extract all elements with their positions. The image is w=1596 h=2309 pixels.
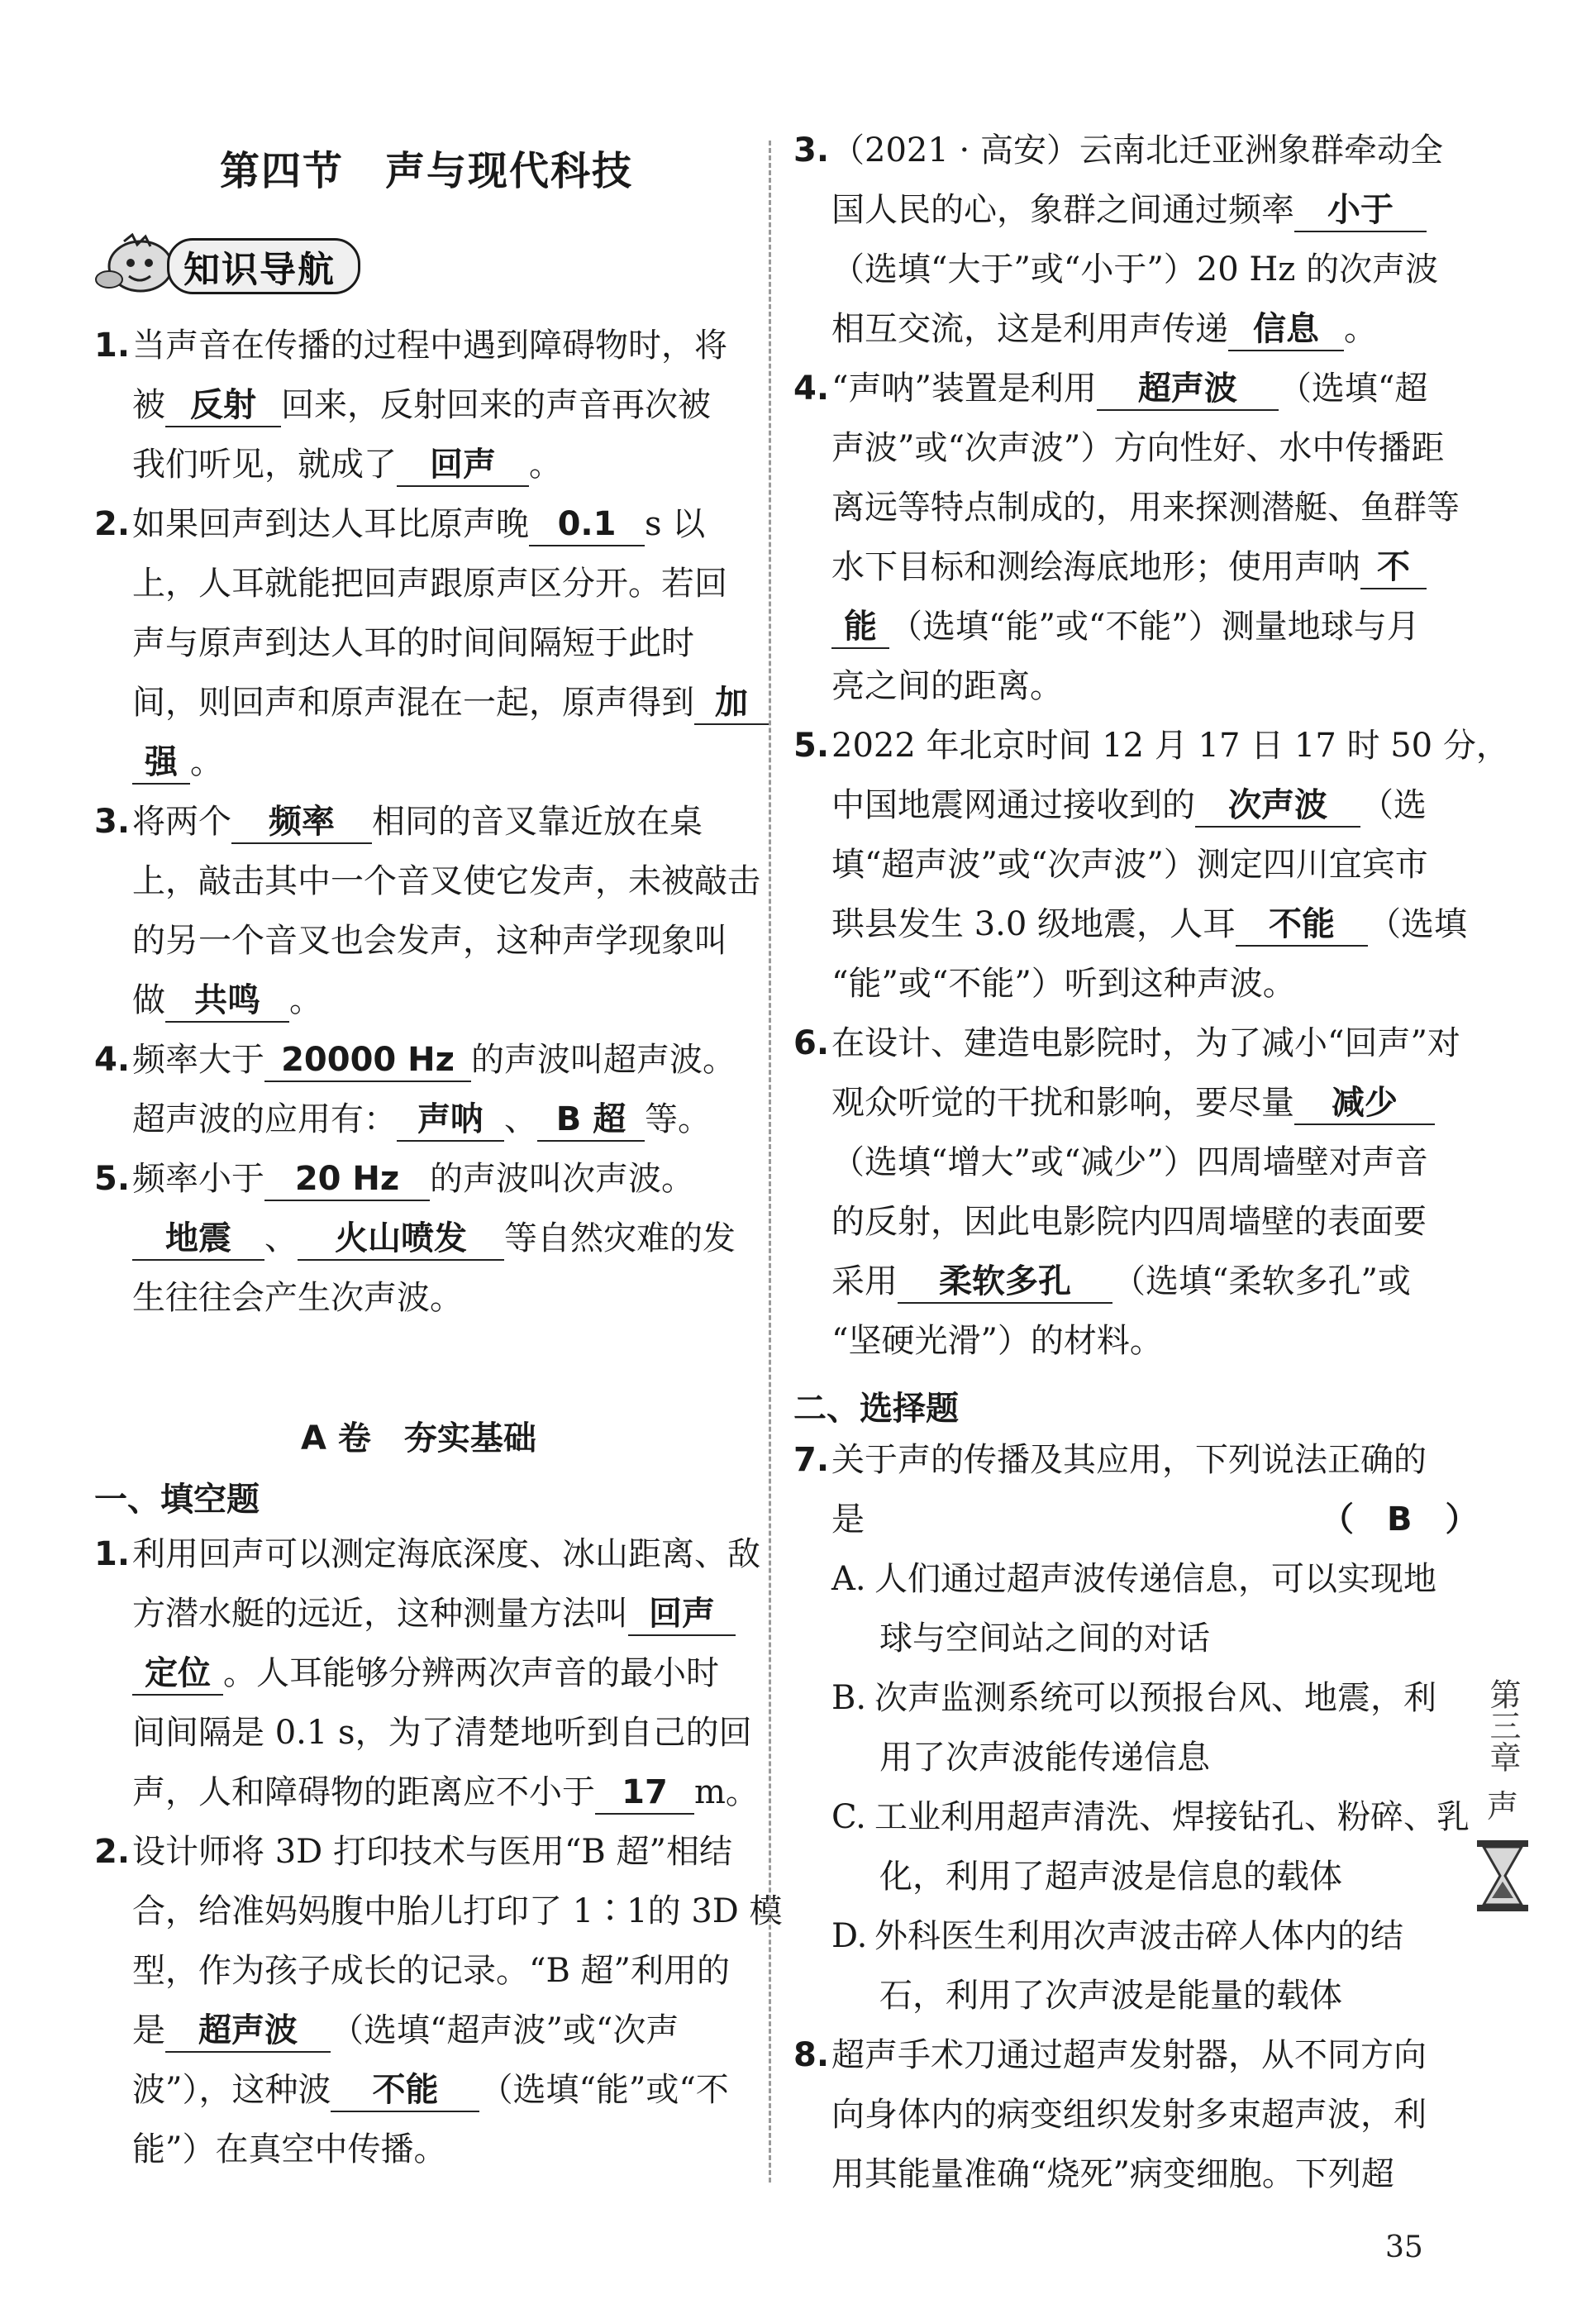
text-segment: 国人民的心，象群之间通过频率 — [831, 191, 1294, 229]
text-segment: 将两个 — [132, 803, 231, 841]
knowledge-item-line — [132, 858, 760, 904]
knowledge-item-line — [132, 441, 562, 488]
text-segment: 声波”或“次声波”）方向性好、水中传播距 — [831, 429, 1445, 467]
text-segment: “坚硬光滑”）的材料。 — [831, 1322, 1163, 1360]
option-text-line: 外科医生利用次声波击碎人体内的结 — [874, 1917, 1403, 1955]
text-segment: 中国地震网通过接收到的 — [831, 786, 1195, 824]
text-segment: 频率大于 — [132, 1041, 264, 1079]
text-segment: 填“超声波”或“次声波”）测定四川宜宾市 — [831, 846, 1428, 884]
choice-stem-line: 超声手术刀通过超声发射器，从不同方向 — [831, 2036, 1427, 2074]
knowledge-item-line — [132, 977, 322, 1023]
page-number: 35 — [1385, 2230, 1423, 2264]
answer-blank: 信息 — [1228, 308, 1344, 351]
text-segment: 等自然灾难的发 — [504, 1219, 736, 1257]
text-segment: 在设计、建造电影院时，为了减小“回声”对 — [831, 1024, 1460, 1062]
option-text-line: 工业利用超声清洗、焊接钻孔、粉碎、乳 — [874, 1798, 1470, 1836]
text-segment: 的另一个音叉也会发声，这种声学现象叫 — [132, 922, 727, 960]
fill-question-line — [831, 425, 1444, 471]
text-segment: 观众听觉的干扰和影响，要尽量 — [831, 1084, 1294, 1122]
option-text-line: 次声监测系统可以预报台风、地震，利 — [874, 1679, 1436, 1717]
fill-question-line — [132, 2126, 446, 2173]
fill-question-line — [831, 1080, 1435, 1126]
answer-blank: 不 — [1360, 546, 1427, 589]
answer-blank: 频率 — [231, 801, 372, 844]
text-segment: 方潜水艇的远近，这种测量方法叫 — [132, 1595, 628, 1633]
text-segment: “声呐”装置是利用 — [831, 370, 1097, 408]
knowledge-item-line — [132, 1037, 736, 1083]
answer-blank: 17 — [595, 1772, 694, 1815]
text-segment: 如果回声到达人耳比原声晚 — [132, 505, 529, 543]
fill-question-line — [831, 1139, 1428, 1186]
text-segment: 当声音在传播的过程中遇到障碍物时，将 — [132, 327, 727, 365]
answer-bracket: （ B ） — [1321, 1500, 1479, 1539]
fill-question-number: 6. — [793, 1024, 830, 1062]
knowledge-item-line — [132, 501, 705, 547]
text-segment: 被 — [132, 386, 165, 424]
text-segment: 型，作为孩子成长的记录。“B 超”利用的 — [132, 1952, 731, 1990]
fill-question-line — [132, 2007, 679, 2054]
choice-stem-line: 是 — [831, 1500, 865, 1539]
chapter-topic: 声 — [1486, 1788, 1518, 1825]
answer-blank: 减少 — [1294, 1082, 1435, 1125]
fill-question-number: 5. — [793, 727, 830, 765]
knowledge-item-line — [132, 322, 727, 369]
fill-question-line — [831, 306, 1377, 352]
fill-question-line — [132, 1888, 783, 1935]
text-segment: 相互交流，这是利用声传递 — [831, 310, 1228, 348]
choice-stem-line: 向身体内的病变组织发射多束超声波，利 — [831, 2096, 1427, 2134]
text-segment: 超声波的应用有： — [132, 1100, 397, 1138]
text-segment: 2022 年北京时间 12 月 17 日 17 时 50 分， — [831, 727, 1509, 765]
text-segment: 做 — [132, 981, 165, 1019]
option-text-line: 用了次声波能传递信息 — [879, 1739, 1210, 1777]
text-segment: s 以 — [645, 505, 706, 543]
knowledge-item-number: 4. — [94, 1041, 131, 1079]
text-segment: （选填“柔软多孔”或 — [1112, 1262, 1411, 1300]
fill-question-line — [132, 1531, 760, 1577]
fill-question-number: 1. — [94, 1535, 131, 1573]
text-segment: 。人耳能够分辨两次声音的最小时 — [223, 1654, 719, 1692]
text-segment: 采用 — [831, 1262, 898, 1300]
answer-blank: B 超 — [537, 1099, 645, 1142]
fill-question-line — [132, 1710, 752, 1756]
choice-stem-line: 关于声的传播及其应用，下列说法正确的 — [831, 1441, 1427, 1479]
answer-blank: 小于 — [1294, 189, 1427, 232]
fill-question-line — [831, 1020, 1460, 1066]
answer-blank: 反射 — [165, 384, 281, 427]
text-segment: 生往往会产生次声波。 — [132, 1279, 463, 1317]
text-segment: 频率小于 — [132, 1160, 264, 1198]
column-divider — [769, 141, 771, 2183]
text-segment: （选填“超 — [1278, 370, 1428, 408]
text-segment: （选填 — [1368, 905, 1468, 943]
answer-blank: 柔软多孔 — [898, 1261, 1112, 1304]
text-segment: 。 — [1344, 310, 1377, 348]
answer-blank: 20000 Hz — [264, 1039, 471, 1082]
knowledge-item-line — [132, 620, 694, 666]
text-segment: 水下目标和测绘海底地形；使用声呐 — [831, 548, 1360, 586]
option-letter: D. — [831, 1917, 868, 1955]
knowledge-item-line — [132, 1275, 463, 1321]
knowledge-banner — [91, 233, 355, 294]
knowledge-item-line — [132, 680, 769, 726]
chapter-label: 第三章 — [1484, 1678, 1521, 1772]
text-segment: （选填“能”或“不能”）测量地球与月 — [889, 608, 1420, 646]
text-segment: 我们听见，就成了 — [132, 446, 397, 484]
fill-question-line — [831, 544, 1427, 590]
text-segment: 能”）在真空中传播。 — [132, 2130, 447, 2168]
text-segment: 的声波叫次声波。 — [430, 1160, 694, 1198]
part-a-title: A 卷 夯实基础 — [301, 1419, 536, 1457]
text-segment: （选 — [1360, 786, 1427, 824]
knowledge-item-number: 3. — [94, 803, 131, 841]
choice-number: 7. — [793, 1441, 830, 1479]
fill-question-line — [132, 1829, 732, 1875]
text-segment: 等。 — [645, 1100, 711, 1138]
text-segment: 相同的音叉靠近放在桌 — [372, 803, 703, 841]
option-text-line: 球与空间站之间的对话 — [879, 1620, 1210, 1658]
fill-question-line — [132, 2067, 729, 2113]
banner-label: 知识导航 — [183, 249, 336, 291]
text-segment: “能”或“不能”）听到这种声波。 — [831, 965, 1296, 1003]
text-segment: 。 — [190, 743, 223, 781]
fill-question-line — [831, 1258, 1411, 1305]
hourglass-icon — [1474, 1839, 1532, 1913]
text-segment: 的声波叫超声波。 — [471, 1041, 736, 1079]
answer-blank: 不能 — [1236, 904, 1368, 947]
text-segment: m。 — [694, 1773, 759, 1811]
fill-question-number: 3. — [793, 131, 830, 169]
text-segment: 间，则回声和原声混在一起，原声得到 — [132, 684, 694, 722]
chapter-side-tab — [1453, 1678, 1552, 1916]
text-segment: 亮之间的距离。 — [831, 667, 1063, 705]
fill-question-line — [831, 603, 1420, 650]
option-text-line: 化，利用了超声波是信息的载体 — [879, 1858, 1342, 1896]
knowledge-item-line — [132, 1096, 711, 1143]
text-segment: 间间隔是 0.1 s，为了清楚地听到自己的回 — [132, 1714, 752, 1752]
answer-blank: 定位 — [132, 1653, 223, 1696]
text-segment: 的反射，因此电影院内四周墙壁的表面要 — [831, 1203, 1427, 1241]
text-segment: （选填“增大”或“减少”）四周墙壁对声音 — [831, 1143, 1428, 1181]
choice-number: 8. — [793, 2036, 830, 2074]
fill-question-line — [831, 901, 1467, 947]
answer-blank: 0.1 — [529, 503, 645, 546]
knowledge-item-line — [132, 1215, 736, 1262]
knowledge-item-line — [132, 918, 727, 964]
fill-question-line — [831, 723, 1509, 769]
fill-question-line — [831, 842, 1428, 888]
text-segment: （选填“能”或“不 — [479, 2071, 729, 2109]
answer-blank: 超声波 — [165, 2010, 331, 2053]
knowledge-item-line — [132, 1156, 694, 1202]
knowledge-item-line — [132, 382, 711, 428]
text-segment: 回来，反射回来的声音再次被 — [281, 386, 711, 424]
answer-blank: 加 — [694, 682, 769, 725]
answer-blank: 地震 — [132, 1218, 264, 1261]
knowledge-item-number: 5. — [94, 1160, 131, 1198]
knowledge-item-number: 2. — [94, 505, 131, 543]
answer-blank: 火山喷发 — [298, 1218, 504, 1261]
answer-blank: 强 — [132, 742, 190, 785]
choice-stem-line: 用其能量准确“烧死”病变细胞。下列超 — [831, 2155, 1394, 2193]
fill-question-line — [132, 1948, 730, 1994]
text-segment: 珙县发生 3.0 级地震，人耳 — [831, 905, 1236, 943]
answer-blank: 声呐 — [397, 1099, 504, 1142]
fill-question-line — [831, 1318, 1163, 1364]
answer-blank: 共鸣 — [165, 980, 289, 1023]
answer-blank: 回声 — [397, 444, 529, 487]
text-segment: 离远等特点制成的，用来探测潜艇、鱼群等 — [831, 489, 1460, 527]
option-text-line: 人们通过超声波传递信息，可以实现地 — [874, 1560, 1436, 1598]
text-segment: 是 — [132, 2011, 165, 2049]
answer-blank: 不能 — [331, 2069, 479, 2112]
answer-blank: 次声波 — [1195, 785, 1360, 828]
text-segment: 波”），这种波 — [132, 2071, 331, 2109]
text-segment: 上，人耳就能把回声跟原声区分开。若回 — [132, 565, 727, 603]
text-segment: 利用回声可以测定海底深度、冰山距离、敌 — [132, 1535, 760, 1573]
knowledge-item-line — [132, 799, 703, 845]
text-segment: 。 — [289, 981, 322, 1019]
text-segment: 声与原声到达人耳的时间间隔短于此时 — [132, 624, 694, 662]
fill-question-line — [831, 961, 1296, 1007]
fill-question-line — [132, 1591, 736, 1637]
fill-question-line — [831, 663, 1063, 709]
answer-blank: 超声波 — [1097, 368, 1279, 411]
fill-question-line — [831, 1199, 1427, 1245]
option-letter: B. — [831, 1679, 867, 1717]
fill-question-line — [831, 246, 1438, 293]
section-heading-choice: 二、选择题 — [793, 1390, 959, 1428]
fill-question-line — [831, 782, 1427, 828]
fill-question-line — [831, 365, 1427, 412]
text-segment: 、 — [264, 1219, 298, 1257]
answer-blank: 回声 — [628, 1593, 736, 1636]
option-letter: C. — [831, 1798, 866, 1836]
text-segment: （2021 · 高安）云南北迁亚洲象群牵动全 — [831, 131, 1443, 169]
answer-blank: 能 — [831, 606, 889, 649]
text-segment: 。 — [529, 446, 562, 484]
fill-question-number: 2. — [94, 1833, 131, 1871]
text-segment: 合，给准妈妈腹中胎儿打印了 1∶1的 3D 模 — [132, 1892, 783, 1930]
text-segment: （选填“大于”或“小于”）20 Hz 的次声波 — [831, 250, 1439, 289]
section-heading-fill: 一、填空题 — [94, 1481, 260, 1519]
fill-question-line — [831, 484, 1460, 531]
knowledge-item-line — [132, 739, 223, 785]
text-segment: 上，敲击其中一个音叉使它发声，未被敲击 — [132, 862, 760, 900]
text-segment: 、 — [504, 1100, 537, 1138]
page-title: 第四节 声与现代科技 — [220, 148, 634, 194]
fill-question-line — [132, 1650, 719, 1696]
fill-question-line — [831, 187, 1427, 233]
fill-question-line — [831, 127, 1443, 174]
option-text-line: 石，利用了次声波是能量的载体 — [879, 1977, 1342, 2015]
knowledge-item-line — [132, 561, 727, 607]
knowledge-item-number: 1. — [94, 327, 131, 365]
text-segment: 声，人和障碍物的距离应不小于 — [132, 1773, 595, 1811]
answer-blank: 20 Hz — [264, 1158, 430, 1201]
text-segment: （选填“超声波”或“次声 — [331, 2011, 679, 2049]
fill-question-number: 4. — [793, 370, 830, 408]
text-segment: 设计师将 3D 打印技术与医用“B 超”相结 — [132, 1833, 732, 1871]
option-letter: A. — [831, 1560, 866, 1598]
fill-question-line — [132, 1769, 759, 1815]
